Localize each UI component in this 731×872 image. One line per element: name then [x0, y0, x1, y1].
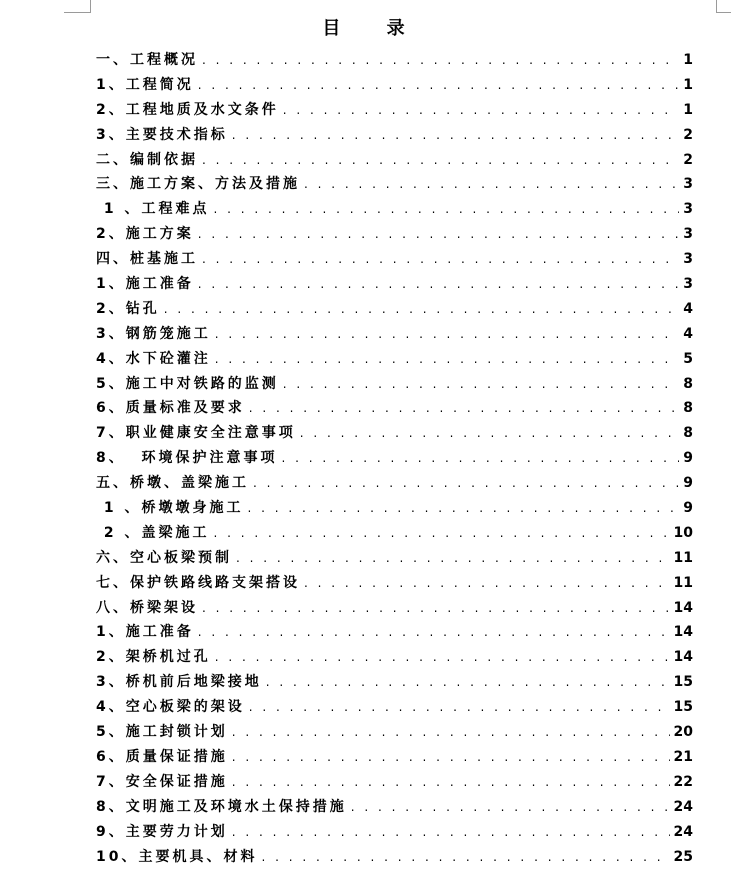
- toc-entry-label: 2 、盖梁施工: [96, 524, 210, 541]
- toc-title: 目 录: [322, 18, 425, 39]
- toc-leader-dots: [215, 645, 670, 670]
- toc-entry[interactable]: [96, 123, 693, 148]
- toc-entry-page-number: 9: [683, 500, 693, 517]
- toc-leader-dots: [253, 471, 679, 496]
- toc-leader-dots: [232, 745, 670, 770]
- toc-entry-label: 9、主要劳力计划: [96, 823, 228, 840]
- toc-entry-label: 5、施工封锁计划: [96, 724, 228, 741]
- toc-entry-label: 四、桩基施工: [96, 251, 198, 268]
- toc-entry[interactable]: [96, 347, 693, 372]
- table-of-contents: [96, 48, 693, 869]
- toc-leader-dots: [249, 396, 680, 421]
- toc-entry[interactable]: [96, 571, 693, 596]
- toc-leader-dots: [202, 148, 679, 173]
- toc-leader-dots: [198, 272, 680, 297]
- toc-entry[interactable]: [96, 546, 693, 571]
- toc-leader-dots: [232, 820, 670, 845]
- toc-entry-label: 8、文明施工及环境水土保持措施: [96, 798, 347, 815]
- toc-entry-page-number: 21: [673, 748, 693, 765]
- toc-entry-label: 2、施工方案: [96, 226, 194, 243]
- toc-entry[interactable]: [96, 471, 693, 496]
- toc-entry[interactable]: [96, 820, 693, 845]
- toc-leader-dots: [198, 73, 680, 98]
- toc-entry[interactable]: [96, 845, 693, 870]
- toc-leader-dots: [283, 98, 680, 123]
- toc-entry[interactable]: [96, 745, 693, 770]
- toc-leader-dots: [304, 571, 670, 596]
- toc-entry[interactable]: [96, 172, 693, 197]
- toc-entry-page-number: 24: [673, 823, 693, 840]
- toc-leader-dots: [283, 372, 680, 397]
- toc-entry[interactable]: [96, 222, 693, 247]
- toc-leader-dots: [232, 123, 680, 148]
- toc-leader-dots: [351, 795, 670, 820]
- toc-leader-dots: [164, 297, 680, 322]
- margin-corner-mark-right: [716, 0, 731, 13]
- toc-entry[interactable]: [96, 496, 693, 521]
- toc-leader-dots: [282, 446, 680, 471]
- toc-entry[interactable]: [96, 670, 693, 695]
- toc-entry-label: 3、桥机前后地梁接地: [96, 674, 262, 691]
- toc-entry-label: 二、编制依据: [96, 151, 198, 168]
- toc-entry-page-number: 3: [683, 201, 693, 218]
- toc-entry[interactable]: [96, 247, 693, 272]
- toc-entry-page-number: 5: [683, 350, 693, 367]
- toc-entry-page-number: 9: [683, 475, 693, 492]
- toc-entry[interactable]: [96, 297, 693, 322]
- toc-leader-dots: [198, 222, 680, 247]
- toc-entry-page-number: 2: [683, 126, 693, 143]
- toc-entry-label: 7、安全保证措施: [96, 773, 228, 790]
- toc-leader-dots: [232, 770, 670, 795]
- toc-entry-page-number: 14: [673, 599, 693, 616]
- toc-entry-page-number: 8: [683, 400, 693, 417]
- toc-entry-page-number: 3: [683, 251, 693, 268]
- toc-entry-label: 2、架桥机过孔: [96, 649, 211, 666]
- toc-entry-label: 一、工程概况: [96, 52, 198, 68]
- toc-entry[interactable]: [96, 596, 693, 621]
- toc-entry[interactable]: [96, 645, 693, 670]
- toc-leader-dots: [214, 521, 670, 546]
- toc-entry[interactable]: [96, 98, 693, 123]
- toc-entry-page-number: 1: [683, 76, 693, 93]
- toc-entry-page-number: 24: [673, 798, 693, 815]
- toc-entry-page-number: 8: [683, 375, 693, 392]
- toc-entry[interactable]: [96, 720, 693, 745]
- toc-entry-label: 七、保护铁路线路支架搭设: [96, 574, 300, 591]
- toc-leader-dots: [202, 596, 670, 621]
- toc-leader-dots: [202, 247, 679, 272]
- toc-entry-page-number: 15: [673, 674, 693, 691]
- toc-entry-page-number: 1: [683, 52, 693, 68]
- toc-entry-label: 三、施工方案、方法及措施: [96, 176, 300, 193]
- toc-entry[interactable]: [96, 372, 693, 397]
- toc-entry-label: 8、 环境保护注意事项: [96, 450, 278, 467]
- toc-entry-page-number: 20: [673, 724, 693, 741]
- toc-entry-label: 4、空心板梁的架设: [96, 699, 245, 716]
- toc-leader-dots: [214, 197, 680, 222]
- toc-entry[interactable]: [96, 421, 693, 446]
- toc-entry[interactable]: [96, 272, 693, 297]
- toc-entry-label: 5、施工中对铁路的监测: [96, 375, 279, 392]
- toc-entry[interactable]: [96, 396, 693, 421]
- toc-entry-label: 1 、工程难点: [96, 201, 210, 218]
- toc-leader-dots: [215, 322, 680, 347]
- toc-entry[interactable]: [96, 521, 693, 546]
- toc-entry-page-number: 3: [683, 226, 693, 243]
- toc-entry-label: 7、职业健康安全注意事项: [96, 425, 296, 442]
- toc-leader-dots: [300, 421, 680, 446]
- toc-entry-label: 10、主要机具、材料: [96, 848, 258, 865]
- toc-leader-dots: [215, 347, 680, 372]
- toc-entry[interactable]: [96, 73, 693, 98]
- toc-entry-page-number: 11: [673, 549, 693, 566]
- toc-leader-dots: [198, 620, 670, 645]
- toc-leader-dots: [304, 172, 679, 197]
- toc-entry[interactable]: [96, 446, 693, 471]
- toc-entry-page-number: 8: [683, 425, 693, 442]
- toc-entry-page-number: 22: [673, 773, 693, 790]
- toc-leader-dots: [266, 670, 670, 695]
- toc-entry-label: 4、水下砼灌注: [96, 350, 211, 367]
- toc-entry[interactable]: [96, 695, 693, 720]
- toc-leader-dots: [248, 496, 680, 521]
- toc-entry-label: 2、工程地质及水文条件: [96, 101, 279, 118]
- toc-leader-dots: [232, 720, 670, 745]
- toc-entry-label: 3、钢筋笼施工: [96, 325, 211, 342]
- toc-entry-page-number: 11: [673, 574, 693, 591]
- toc-entry[interactable]: [96, 795, 693, 820]
- toc-entry-page-number: 14: [673, 649, 693, 666]
- toc-entry-label: 1、施工准备: [96, 276, 194, 293]
- toc-entry[interactable]: [96, 322, 693, 347]
- toc-entry-page-number: 4: [683, 325, 693, 342]
- toc-entry[interactable]: [96, 48, 693, 73]
- toc-entry-label: 八、桥梁架设: [96, 599, 198, 616]
- toc-entry-label: 六、空心板梁预制: [96, 549, 232, 566]
- toc-leader-dots: [202, 48, 679, 73]
- toc-entry-page-number: 4: [683, 300, 693, 317]
- toc-entry[interactable]: [96, 197, 693, 222]
- toc-entry[interactable]: [96, 770, 693, 795]
- toc-entry-label: 1、工程简况: [96, 76, 194, 93]
- margin-corner-mark-left: [64, 0, 91, 13]
- toc-entry-page-number: 3: [683, 276, 693, 293]
- toc-leader-dots: [261, 845, 669, 870]
- toc-entry-label: 2、钻孔: [96, 300, 160, 317]
- toc-entry[interactable]: [96, 620, 693, 645]
- toc-leader-dots: [236, 546, 670, 571]
- toc-entry[interactable]: [96, 148, 693, 173]
- toc-entry-page-number: 1: [683, 101, 693, 118]
- toc-entry-label: 3、主要技术指标: [96, 126, 228, 143]
- toc-entry-page-number: 3: [683, 176, 693, 193]
- toc-leader-dots: [249, 695, 670, 720]
- toc-entry-label: 1 、桥墩墩身施工: [96, 500, 244, 517]
- toc-entry-page-number: 10: [673, 524, 693, 541]
- toc-entry-label: 6、质量保证措施: [96, 748, 228, 765]
- toc-entry-page-number: 9: [683, 450, 693, 467]
- toc-entry-label: 6、质量标准及要求: [96, 400, 245, 417]
- toc-entry-page-number: 14: [673, 624, 693, 641]
- toc-entry-label: 1、施工准备: [96, 624, 194, 641]
- toc-entry-page-number: 25: [673, 848, 693, 865]
- toc-entry-page-number: 2: [683, 151, 693, 168]
- toc-entry-page-number: 15: [673, 699, 693, 716]
- toc-entry-label: 五、桥墩、盖梁施工: [96, 475, 249, 492]
